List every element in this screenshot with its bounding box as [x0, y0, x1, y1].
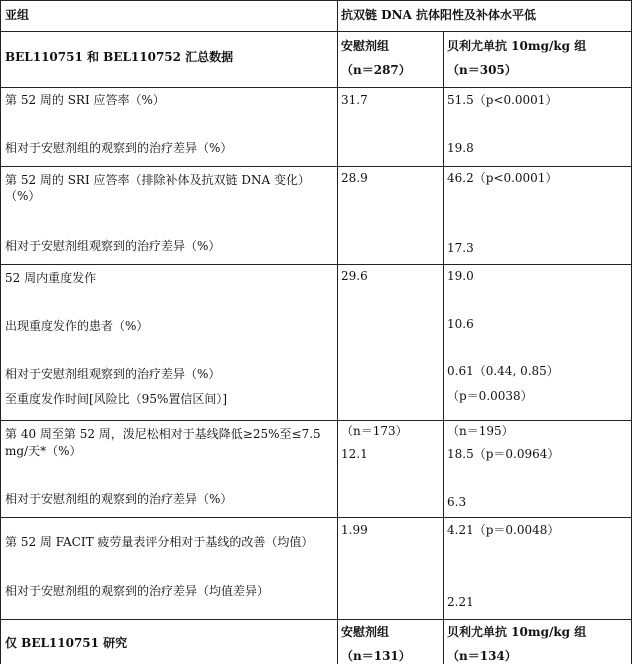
belimumab-n: （n＝195） — [447, 424, 514, 438]
belimumab-value: 19.0 — [447, 269, 474, 283]
row-label: 第 52 周 FACIT 疲劳量表评分相对于基线的改善（均值） — [5, 535, 314, 549]
row-label: mg/天*（%） — [5, 444, 82, 458]
belimumab-value: 0.61（0.44, 0.85） — [447, 364, 559, 378]
row-divider — [0, 166, 632, 167]
belimumab-value: 17.3 — [447, 241, 474, 255]
belimumab-value: 19.8 — [447, 141, 474, 155]
belimumab-value: 10.6 — [447, 317, 474, 331]
placebo-value: 12.1 — [341, 447, 368, 461]
table-border-left — [0, 0, 1, 664]
row-divider — [0, 264, 632, 265]
placebo-group-n: （n＝287） — [341, 63, 411, 77]
column-divider — [443, 31, 444, 664]
row-label: 52 周内重度发作 — [5, 271, 97, 285]
placebo-group-label: 安慰剂组 — [341, 625, 390, 639]
belimumab-value: 46.2（p<0.0001） — [447, 171, 558, 185]
placebo-group-n: （n＝131） — [341, 649, 411, 663]
row-label: 相对于安慰剂组的观察到的治疗差异（%） — [5, 141, 233, 155]
row-divider — [0, 87, 632, 88]
row-divider — [0, 420, 632, 421]
belimumab-value: 51.5（p<0.0001） — [447, 93, 558, 107]
row-label: 第 40 周至第 52 周，泼尼松相对于基线降低≥25%至≤7.5 — [5, 427, 321, 441]
row-label: 出现重度发作的患者（%） — [5, 319, 149, 333]
row-label: 相对于安慰剂组观察到的治疗差异（%） — [5, 239, 221, 253]
main-header: 抗双链 DNA 抗体阳性及补体水平低 — [341, 8, 537, 22]
row-divider — [0, 517, 632, 518]
row-label: 相对于安慰剂组的观察到的治疗差异（均值差异） — [5, 584, 270, 598]
row-divider — [0, 619, 632, 620]
row-label: 相对于安慰剂组的观察到的治疗差异（%） — [5, 492, 233, 506]
study751-section-title: 仅 BEL110751 研究 — [5, 636, 128, 650]
placebo-n: （n＝173） — [341, 424, 408, 438]
placebo-value: 29.6 — [341, 269, 368, 283]
row-label: 至重度发作时间[风险比（95%置信区间）] — [5, 392, 228, 406]
row-divider — [0, 31, 632, 32]
belimumab-group-n: （n＝134） — [447, 649, 517, 663]
subgroup-header: 亚组 — [5, 8, 30, 22]
belimumab-value: 4.21（p＝0.0048） — [447, 523, 560, 537]
belimumab-value: 6.3 — [447, 495, 467, 509]
placebo-value: 31.7 — [341, 93, 368, 107]
belimumab-value: 18.5（p＝0.0964） — [447, 447, 560, 461]
belimumab-value: 2.21 — [447, 595, 474, 609]
belimumab-group-n: （n＝305） — [447, 63, 517, 77]
row-label: 相对于安慰剂组观察到的治疗差异（%） — [5, 367, 221, 381]
belimumab-group-label: 贝利尤单抗 10mg/kg 组 — [447, 625, 587, 639]
column-divider — [337, 0, 338, 664]
table-border-top — [0, 0, 632, 1]
placebo-value: 28.9 — [341, 171, 368, 185]
row-label: 第 52 周的 SRI 应答率（%） — [5, 93, 165, 107]
pooled-section-title: BEL110751 和 BEL110752 汇总数据 — [5, 50, 234, 64]
row-label: 第 52 周的 SRI 应答率（排除补体及抗双链 DNA 变化） — [5, 173, 310, 187]
row-label: （%） — [5, 189, 41, 203]
belimumab-value: （p＝0.0038） — [447, 389, 533, 403]
belimumab-group-label: 贝利尤单抗 10mg/kg 组 — [447, 39, 587, 53]
placebo-value: 1.99 — [341, 523, 368, 537]
placebo-group-label: 安慰剂组 — [341, 39, 390, 53]
